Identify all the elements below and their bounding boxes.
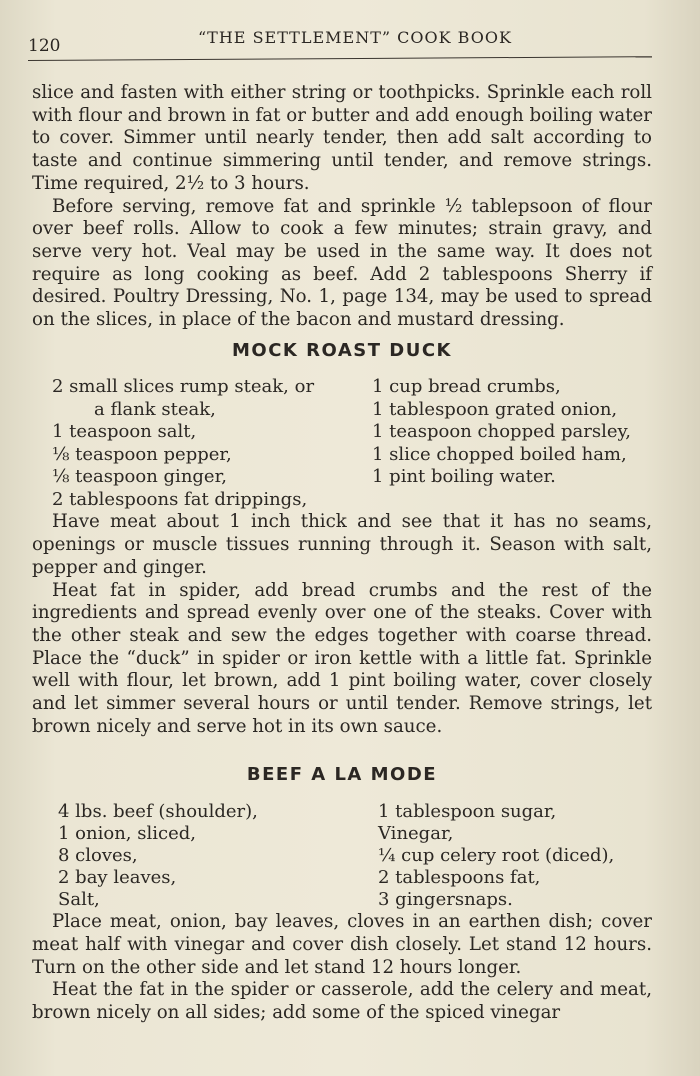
ingredient: 1 onion, sliced, [58,823,196,845]
ingredient: 1 pint boiling water. [372,466,556,488]
ingredient: 8 cloves, [58,845,138,867]
page-header [28,28,652,58]
beef-a-la-mode-paragraph-1: Place meat, onion, bay leaves, cloves in an earthen dish; cover meat half with vinegar and cover dish closely. Let stand 12 hours. Turn on the other side and let stand 12 hours longer. [32,911,652,978]
mock-roast-duck-paragraph-2: Heat fat in spider, add bread crumbs and the rest of the ingredients and spread evenly over one of the steaks. Cover with the other steak and sew the edges together with coarse thread. Place the “duck” in spider or iron kettle with a little fat. Sprinkle well with flour, let brown, add 1 pint boiling water, cover closely and let simmer several hours or until tender. Remove strings, let brown nicely and serve hot in its own sauce. [32,579,652,737]
intro-paragraph-1: slice and fasten with either string or toothpicks. Sprinkle each roll with flour and brown in fat or butter and add enough boiling water to cover. Simmer until nearly tender, then add salt according to taste and continue simmering until tender, and remove strings. Time required, 2½ to 3 hours. [32,82,652,194]
ingredient: 2 tablespoons fat, [378,867,541,889]
ingredient: ⅛ teaspoon ginger, [52,466,227,488]
running-title: “THE SETTLEMENT” COOK BOOK [198,28,512,47]
ingredient: 2 bay leaves, [58,867,177,889]
ingredient: 1 slice chopped boiled ham, [372,443,627,465]
ingredient: 1 tablespoon grated onion, [372,398,618,420]
intro-paragraph-2: Before serving, remove fat and sprinkle ½ tablepsoon of flour over beef rolls. Allow to cook a few minutes; strain gravy, and serve very hot. Veal may be used in the same way. It does not require as long cooking as beef. Add 2 tablespoons Sherry if desired. Poultry Dressing, No. 1, page 134, may be used to spread on the slices, in place of the bacon and mustard dressing. [32,195,652,331]
page-body [32,82,652,1025]
recipe-title-mock-roast-duck: MOCK ROAST DUCK [232,339,452,361]
beef-a-la-mode-paragraph-2: Heat the fat in the spider or casserole, add the celery and meat, brown nicely on all sides; add some of the spiced vinegar [32,979,652,1023]
ingredient: 4 lbs. beef (shoulder), [58,801,258,823]
ingredients-beef-a-la-mode [58,801,652,911]
ingredient: ⅛ teaspoon pepper, [52,443,232,465]
ingredient: Salt, [58,889,100,911]
recipe-title-beef-a-la-mode: BEEF A LA MODE [246,764,438,786]
mock-roast-duck-paragraph-1: Have meat about 1 inch thick and see that it has no seams, openings or muscle tissues running through it. Season with salt, pepper and ginger. [32,511,652,578]
ingredient: 1 tablespoon sugar, [378,801,557,823]
ingredient: 1 cup bread crumbs, [372,376,561,398]
ingredient: 1 teaspoon salt, [52,421,197,443]
ingredient: Vinegar, [378,823,454,845]
page-number: 120 [28,36,61,56]
ingredient: 2 tablespoons fat drippings, [52,488,308,510]
ingredient: ¼ cup celery root (diced), [378,845,615,867]
ingredients-mock-roast-duck [52,376,652,511]
ingredient: a flank steak, [94,398,216,420]
ingredient: 2 small slices rump steak, or [52,376,315,398]
ingredient: 1 teaspoon chopped parsley, [372,421,631,443]
ingredient: 3 gingersnaps. [378,889,513,911]
